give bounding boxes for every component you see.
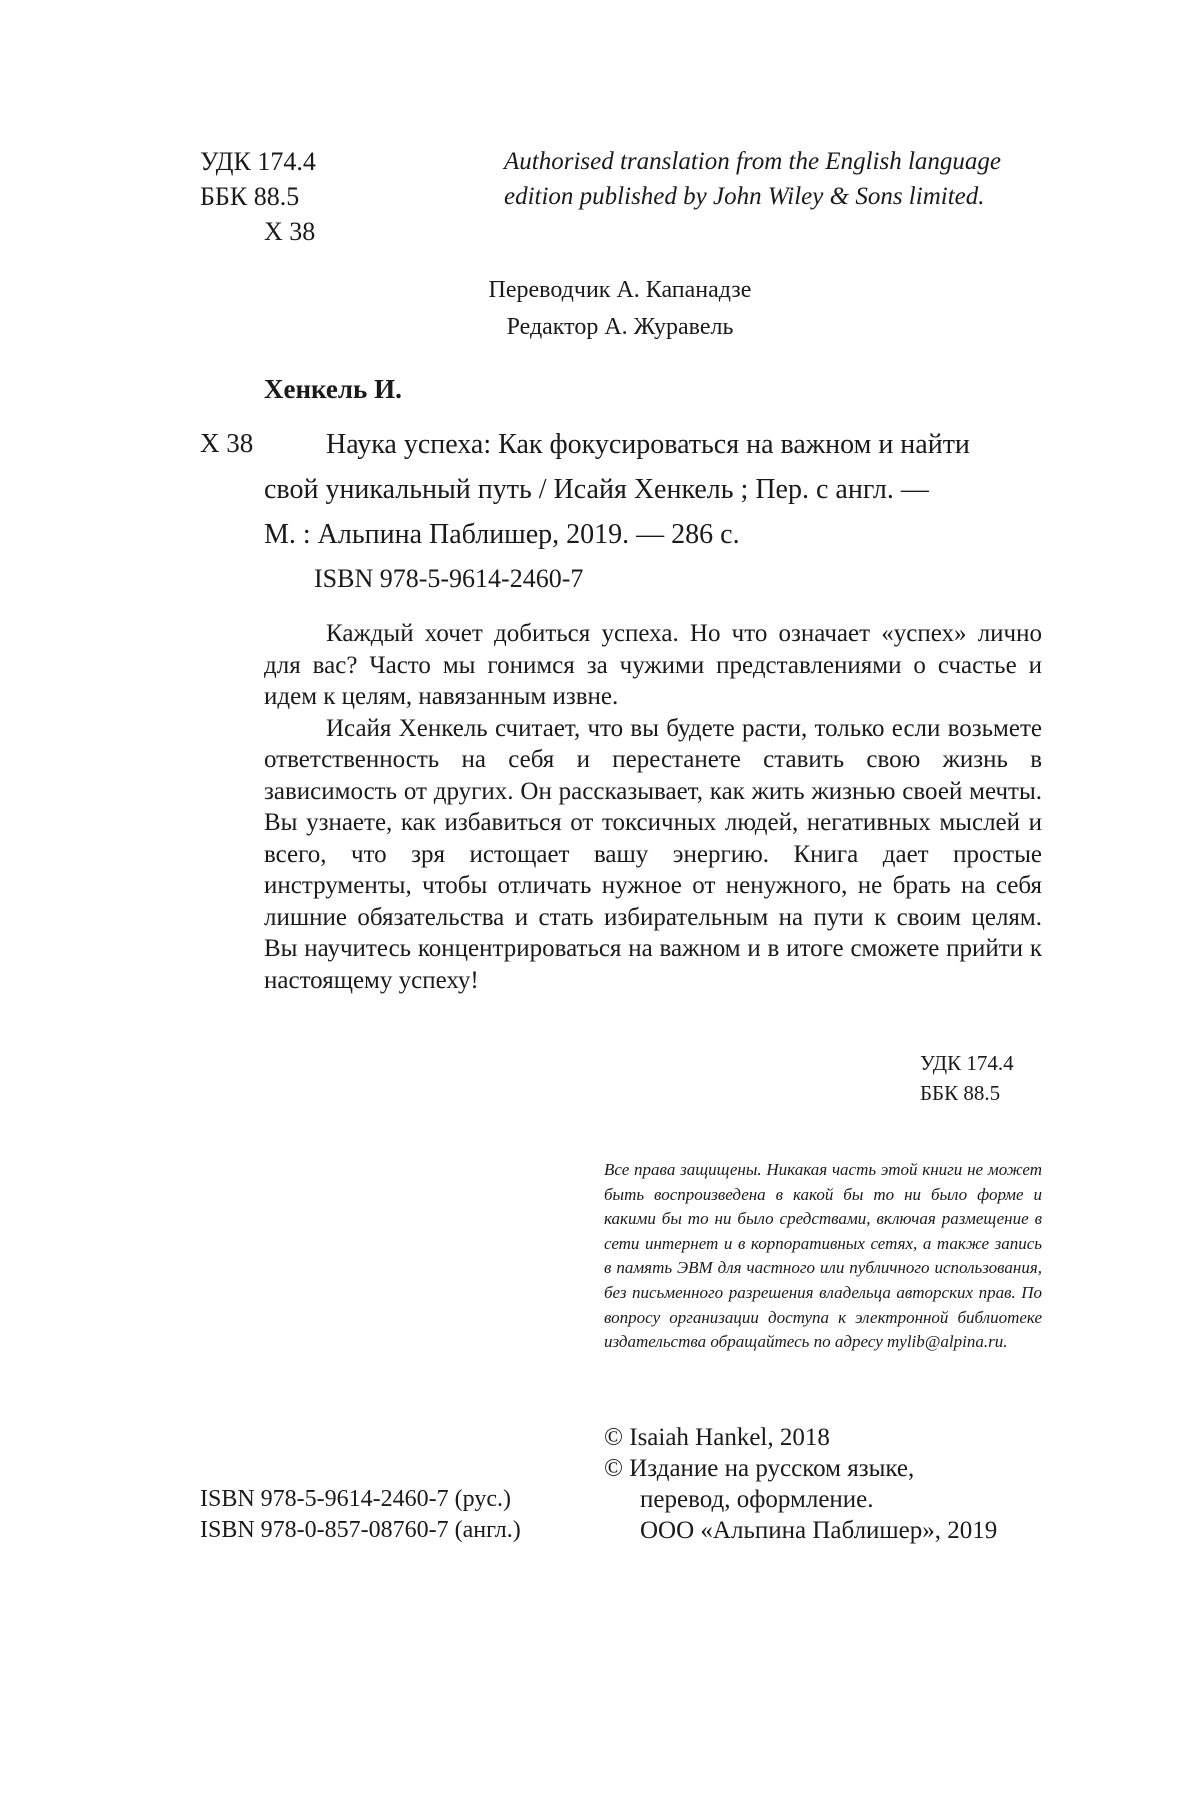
- udk-code-footer: УДК 174.4: [920, 1051, 1014, 1075]
- classification-codes: [200, 144, 316, 249]
- isbn-english: ISBN 978-0-857-08760-7 (англ.): [200, 1517, 521, 1543]
- copyright-edition-line-1: © Издание на русском языке,: [604, 1455, 915, 1482]
- copyright-original: © Isaiah Hankel, 2018: [604, 1424, 830, 1451]
- bbk-code: ББК 88.5: [200, 182, 300, 211]
- translator-credit: Переводчик А. Капанадзе: [488, 277, 752, 303]
- annotation-paragraph-2: Исайя Хенкель считает, что вы будете расти, только если возьмете ответственность на себя и перестанете ставить свою жизнь в зависимость от других. Он рассказывает, как жить жизнью своей мечты. Вы узнаете, как избавиться от токсичных людей, негативных мыслей и всего, что зря истощает вашу энергию. Книга дает простые инструменты, чтобы отличать нужное от ненужного, не брать на себя лишние обязательства и стать избирательным на пути к своим целям. Вы научитесь концентрироваться на важном и в итоге сможете прийти к настоящему успеху!: [264, 714, 1042, 994]
- annotation: [264, 618, 1042, 996]
- credits: [0, 272, 1200, 346]
- catalog-code: Х 38: [200, 428, 254, 458]
- copyright-edition-line-3: ООО «Альпина Паблишер», 2019: [640, 1517, 998, 1544]
- editor-credit: Редактор А. Журавель: [506, 314, 734, 340]
- catalog-entry-line-3: М. : Альпина Паблишер, 2019. — 286 с.: [264, 519, 740, 550]
- isbn-russian: ISBN 978-5-9614-2460-7 (рус.): [200, 1486, 511, 1512]
- bbk-code-footer: ББК 88.5: [920, 1081, 1001, 1105]
- isbn-main: ISBN 978-5-9614-2460-7: [314, 564, 584, 593]
- isbn-list: [200, 1484, 521, 1546]
- authorised-translation-line-1: Authorised translation from the English language: [504, 148, 1001, 175]
- copyright-edition-line-2: перевод, оформление.: [640, 1486, 874, 1513]
- udk-code: УДК 174.4: [200, 147, 316, 176]
- authorised-translation-line-2: edition published by John Wiley & Sons limited.: [504, 183, 985, 210]
- catalog-entry-line-2: свой уникальный путь / Исайя Хенкель ; Пер. с англ. —: [264, 474, 929, 505]
- author-mark: Х 38: [264, 217, 316, 246]
- authorised-translation-note: [504, 144, 1001, 214]
- author-heading: Хенкель И.: [264, 374, 402, 404]
- catalog-entry-line-1: Наука успеха: Как фокусироваться на важном и найти: [326, 429, 970, 460]
- classification-footer: [920, 1048, 1014, 1108]
- rights-notice: Все права защищены. Никакая часть этой книги не может быть воспроизведена в какой бы то ни было форме и какими бы то ни было средствами, включая размещение в сети интернет и в корпоративных сетях, а также запись в память ЭВМ для частного или публичного использования, без письменного разрешения владельца авторских прав. По вопросу организации доступа к электронной библиотеке издательства обращайтесь по адресу mylib@alpina.ru.: [604, 1160, 1042, 1352]
- copyright-block: [604, 1422, 997, 1546]
- catalog-entry: [264, 422, 1042, 557]
- annotation-paragraph-1: Каждый хочет добиться успеха. Но что означает «успех» лично для вас? Часто мы гонимся за чужими представлениями о счастье и идем к целям, навязанным извне.: [264, 620, 1042, 710]
